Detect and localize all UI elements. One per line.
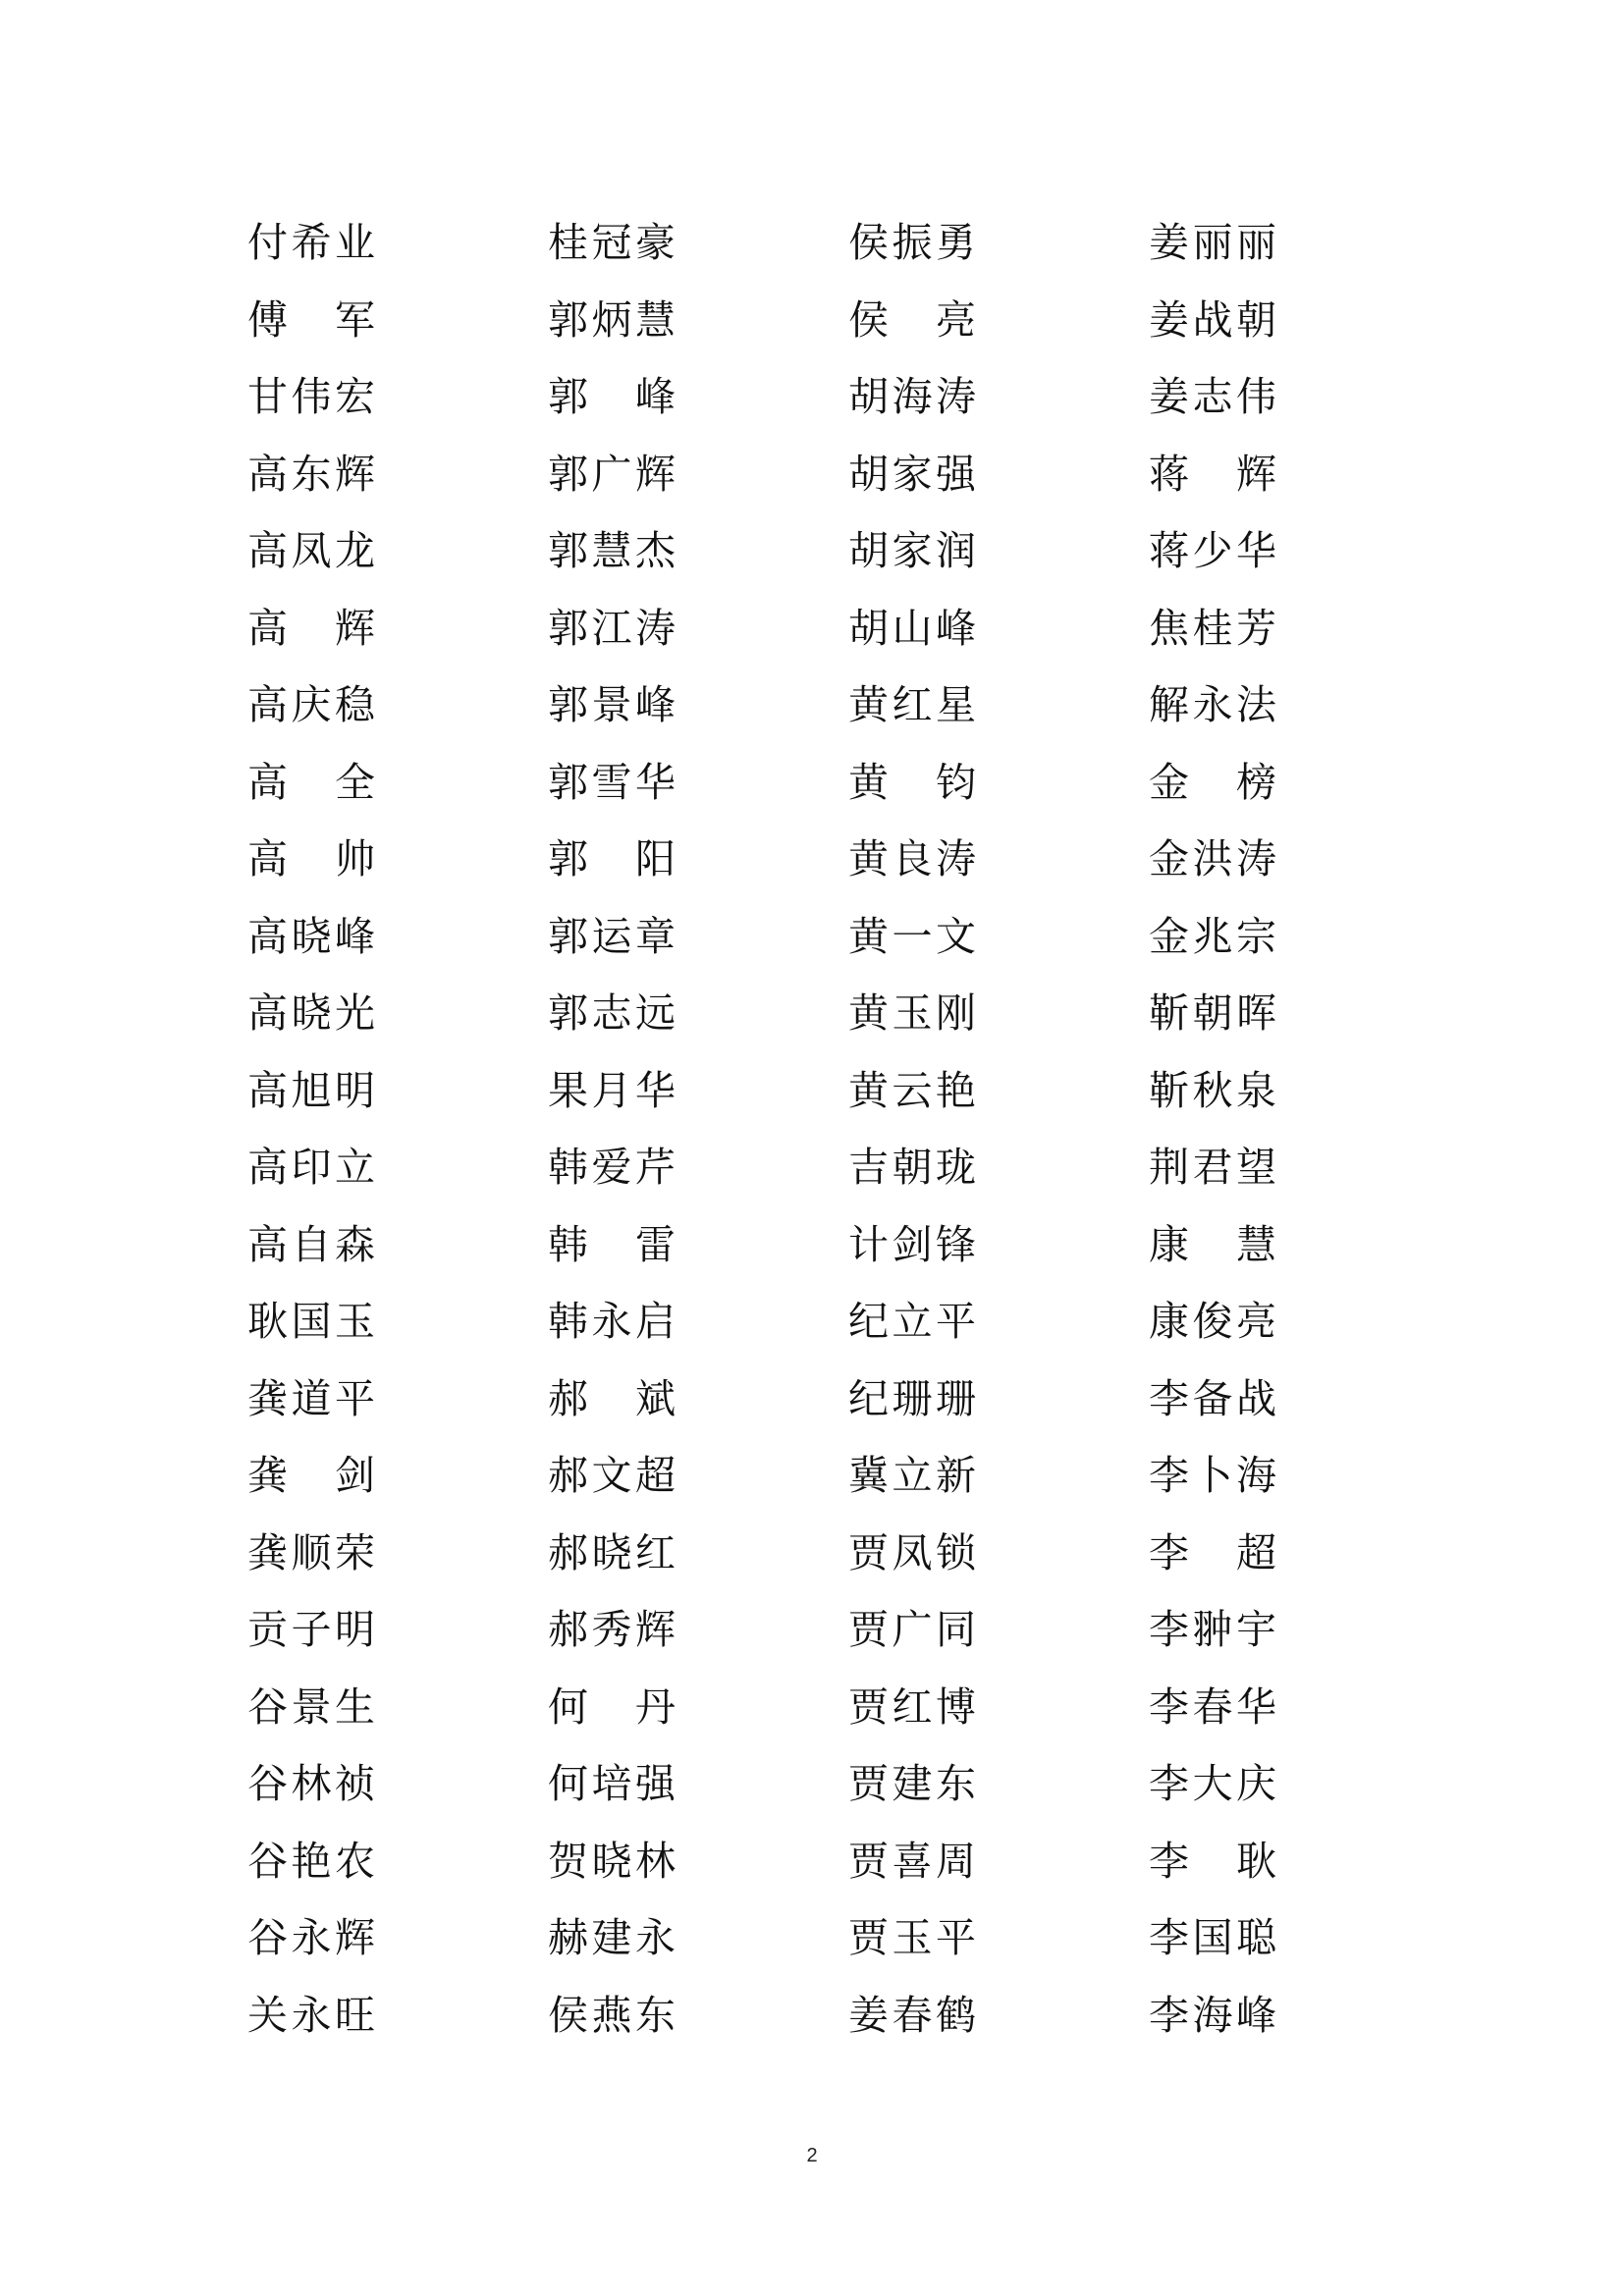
name-entry: 谷 艳 农 xyxy=(247,1837,375,1885)
name-entry: 贺 晓 林 xyxy=(548,1837,676,1885)
name-entry: 黄 红 星 xyxy=(848,681,976,728)
name-entry: 贾 凤 锁 xyxy=(848,1528,976,1576)
name-entry: 李 卜 海 xyxy=(1149,1452,1276,1499)
name-entry: 金 洪 涛 xyxy=(1149,835,1276,882)
name-entry: 高 晓 光 xyxy=(247,989,375,1037)
name-entry: 李 耿 xyxy=(1149,1837,1276,1885)
name-entry: 冀 立 新 xyxy=(848,1452,976,1499)
name-entry: 龚 顺 荣 xyxy=(247,1528,375,1576)
name-entry: 高 帅 xyxy=(247,835,375,882)
name-entry: 高 印 立 xyxy=(247,1144,375,1191)
name-entry: 郭 炳 慧 xyxy=(548,295,676,344)
name-entry: 果 月 华 xyxy=(548,1066,676,1114)
name-entry: 姜 志 伟 xyxy=(1149,373,1276,420)
name-entry: 高 庆 稳 xyxy=(247,681,375,728)
name-entry: 郭 阳 xyxy=(548,835,676,882)
name-entry: 赫 建 永 xyxy=(548,1914,676,1961)
name-entry: 侯 振 勇 xyxy=(848,219,976,266)
name-entry: 贾 喜 周 xyxy=(848,1837,976,1885)
name-entry: 郭 运 章 xyxy=(548,912,676,960)
name-entry: 靳 朝 晖 xyxy=(1149,989,1276,1037)
name-entry: 黄 良 涛 xyxy=(848,835,976,882)
name-entry: 李 海 峰 xyxy=(1149,1991,1276,2039)
name-entry: 韩 雷 xyxy=(548,1220,676,1268)
name-entry: 谷 永 辉 xyxy=(247,1914,375,1961)
name-entry: 谷 林 祯 xyxy=(247,1760,375,1807)
name-entry: 郭 峰 xyxy=(548,373,676,420)
name-entry: 郭 雪 华 xyxy=(548,758,676,806)
name-entry: 纪 珊 珊 xyxy=(848,1374,976,1422)
name-entry: 荆 君 望 xyxy=(1149,1144,1276,1191)
name-entry: 傅 军 xyxy=(247,295,375,344)
name-entry: 金 兆 宗 xyxy=(1149,912,1276,960)
name-entry: 焦 桂 芳 xyxy=(1149,604,1276,652)
name-entry: 桂 冠 豪 xyxy=(548,219,676,266)
name-entry: 高 自 森 xyxy=(247,1220,375,1268)
name-entry: 胡 海 涛 xyxy=(848,373,976,420)
name-entry: 高 全 xyxy=(247,758,375,806)
name-entry: 李 春 华 xyxy=(1149,1682,1276,1731)
name-entry: 靳 秋 泉 xyxy=(1149,1066,1276,1114)
name-entry: 郝 斌 xyxy=(548,1374,676,1422)
name-entry: 蒋 少 华 xyxy=(1149,527,1276,574)
name-entry: 金 榜 xyxy=(1149,758,1276,806)
name-entry: 解 永 法 xyxy=(1149,681,1276,728)
name-entry: 黄 一 文 xyxy=(848,912,976,960)
name-entry: 计 剑 锋 xyxy=(848,1220,976,1268)
name-entry: 黄 云 艳 xyxy=(848,1066,976,1114)
name-entry: 姜 丽 丽 xyxy=(1149,219,1276,266)
name-entry: 高 辉 xyxy=(247,604,375,652)
name-entry: 耿 国 玉 xyxy=(247,1298,375,1345)
name-entry: 姜 春 鹤 xyxy=(848,1991,976,2039)
name-entry: 胡 家 润 xyxy=(848,527,976,574)
page-number: 2 xyxy=(806,2145,818,2166)
name-entry: 韩 爱 芹 xyxy=(548,1144,676,1191)
name-entry: 郝 秀 辉 xyxy=(548,1606,676,1653)
name-entry: 李 超 xyxy=(1149,1528,1276,1576)
name-entry: 贾 红 博 xyxy=(848,1682,976,1731)
name-entry: 侯 亮 xyxy=(848,295,976,344)
name-entry: 贾 玉 平 xyxy=(848,1914,976,1961)
name-entry: 黄 钧 xyxy=(848,758,976,806)
name-entry: 付 希 业 xyxy=(247,219,375,266)
name-entry: 侯 燕 东 xyxy=(548,1991,676,2039)
name-entry: 郝 文 超 xyxy=(548,1452,676,1499)
name-entry: 姜 战 朝 xyxy=(1149,295,1276,344)
name-entry: 黄 玉 刚 xyxy=(848,989,976,1037)
name-entry: 郭 江 涛 xyxy=(548,604,676,652)
name-entry: 贡 子 明 xyxy=(247,1606,375,1653)
name-entry: 龚 剑 xyxy=(247,1452,375,1499)
name-entry: 胡 家 强 xyxy=(848,450,976,498)
name-entry: 高 旭 明 xyxy=(247,1066,375,1114)
name-entry: 高 晓 峰 xyxy=(247,912,375,960)
name-entry: 何 培 强 xyxy=(548,1760,676,1807)
name-entry: 郭 慧 杰 xyxy=(548,527,676,574)
name-entry: 贾 广 同 xyxy=(848,1606,976,1653)
name-entry: 关 永 旺 xyxy=(247,1991,375,2039)
name-entry: 李 国 聪 xyxy=(1149,1914,1276,1961)
name-entry: 贾 建 东 xyxy=(848,1760,976,1807)
name-entry: 吉 朝 珑 xyxy=(848,1144,976,1191)
name-entry: 纪 立 平 xyxy=(848,1298,976,1345)
name-entry: 康 俊 亮 xyxy=(1149,1298,1276,1345)
name-entry: 谷 景 生 xyxy=(247,1682,375,1731)
name-entry: 李 备 战 xyxy=(1149,1374,1276,1422)
name-entry: 龚 道 平 xyxy=(247,1374,375,1422)
name-entry: 李 大 庆 xyxy=(1149,1760,1276,1807)
name-entry: 高 东 辉 xyxy=(247,450,375,498)
name-entry: 郭 广 辉 xyxy=(548,450,676,498)
name-entry: 郭 志 远 xyxy=(548,989,676,1037)
name-entry: 康 慧 xyxy=(1149,1220,1276,1268)
name-entry: 何 丹 xyxy=(548,1682,676,1731)
name-entry: 胡 山 峰 xyxy=(848,604,976,652)
name-entry: 郭 景 峰 xyxy=(548,681,676,728)
name-list xyxy=(247,204,1386,2054)
name-entry: 李 翀 宇 xyxy=(1149,1606,1276,1653)
name-entry: 甘 伟 宏 xyxy=(247,373,375,420)
name-entry: 郝 晓 红 xyxy=(548,1528,676,1576)
name-entry: 蒋 辉 xyxy=(1149,450,1276,498)
name-entry: 高 凤 龙 xyxy=(247,527,375,574)
name-entry: 韩 永 启 xyxy=(548,1298,676,1345)
